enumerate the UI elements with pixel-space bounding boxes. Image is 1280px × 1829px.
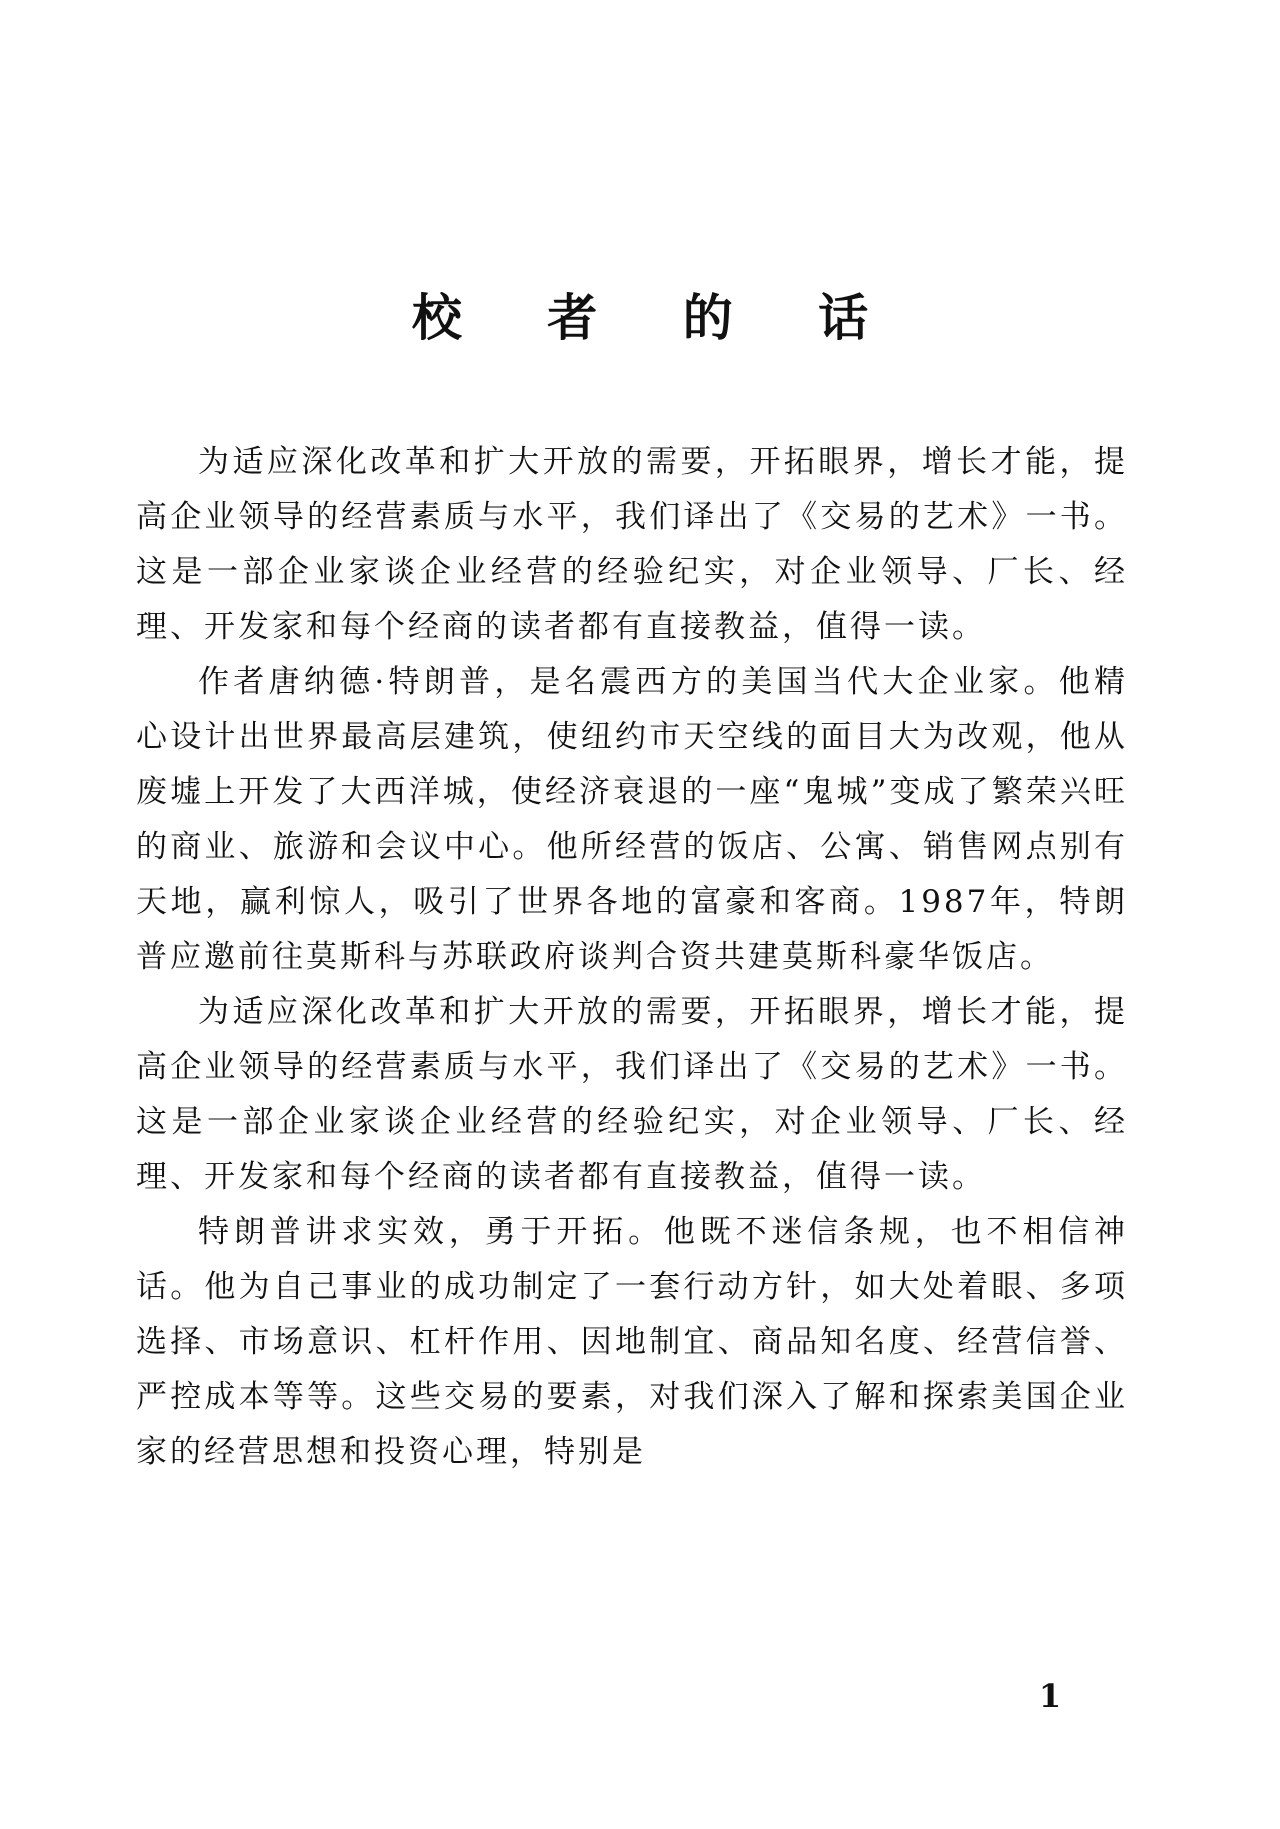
body-text [136, 435, 1128, 1480]
paragraph-1: 为适应深化改革和扩大开放的需要，开拓眼界，增长才能，提高企业领导的经营素质与水平，我们译出了《交易的艺术》一书。这是一部企业家谈企业经营的经验纪实，对企业领导、厂长、经理、开发家和每个经商的读者都有直接教益，值得一读。 [136, 444, 1128, 645]
page-number: 1 [1038, 1677, 1062, 1715]
page-title: 校 者 的 话 [411, 289, 903, 347]
paragraph-3: 为适应深化改革和扩大开放的需要，开拓眼界，增长才能，提高企业领导的经营素质与水平，我们译出了《交易的艺术》一书。这是一部企业家谈企业经营的经验纪实，对企业领导、厂长、经理、开发家和每个经商的读者都有直接教益，值得一读。 [136, 994, 1128, 1195]
paragraph-4: 特朗普讲求实效，勇于开拓。他既不迷信条规，也不相信神话。他为自己事业的成功制定了一套行动方针，如大处着眼、多项选择、市场意识、杠杆作用、因地制宜、商品知名度、经营信誉、严控成本等等。这些交易的要素，对我们深入了解和探索美国企业家的经营思想和投资心理，特别是 [136, 1214, 1128, 1470]
paragraph-2: 作者唐纳德·特朗普，是名震西方的美国当代大企业家。他精心设计出世界最高层建筑，使纽约市天空线的面目大为改观，他从废墟上开发了大西洋城，使经济衰退的一座“鬼城”变成了繁荣兴旺的商业、旅游和会议中心。他所经营的饭店、公寓、销售网点别有天地，赢利惊人，吸引了世界各地的富豪和客商。1987年，特朗普应邀前往莫斯科与苏联政府谈判合资共建莫斯科豪华饭店。 [136, 664, 1128, 975]
